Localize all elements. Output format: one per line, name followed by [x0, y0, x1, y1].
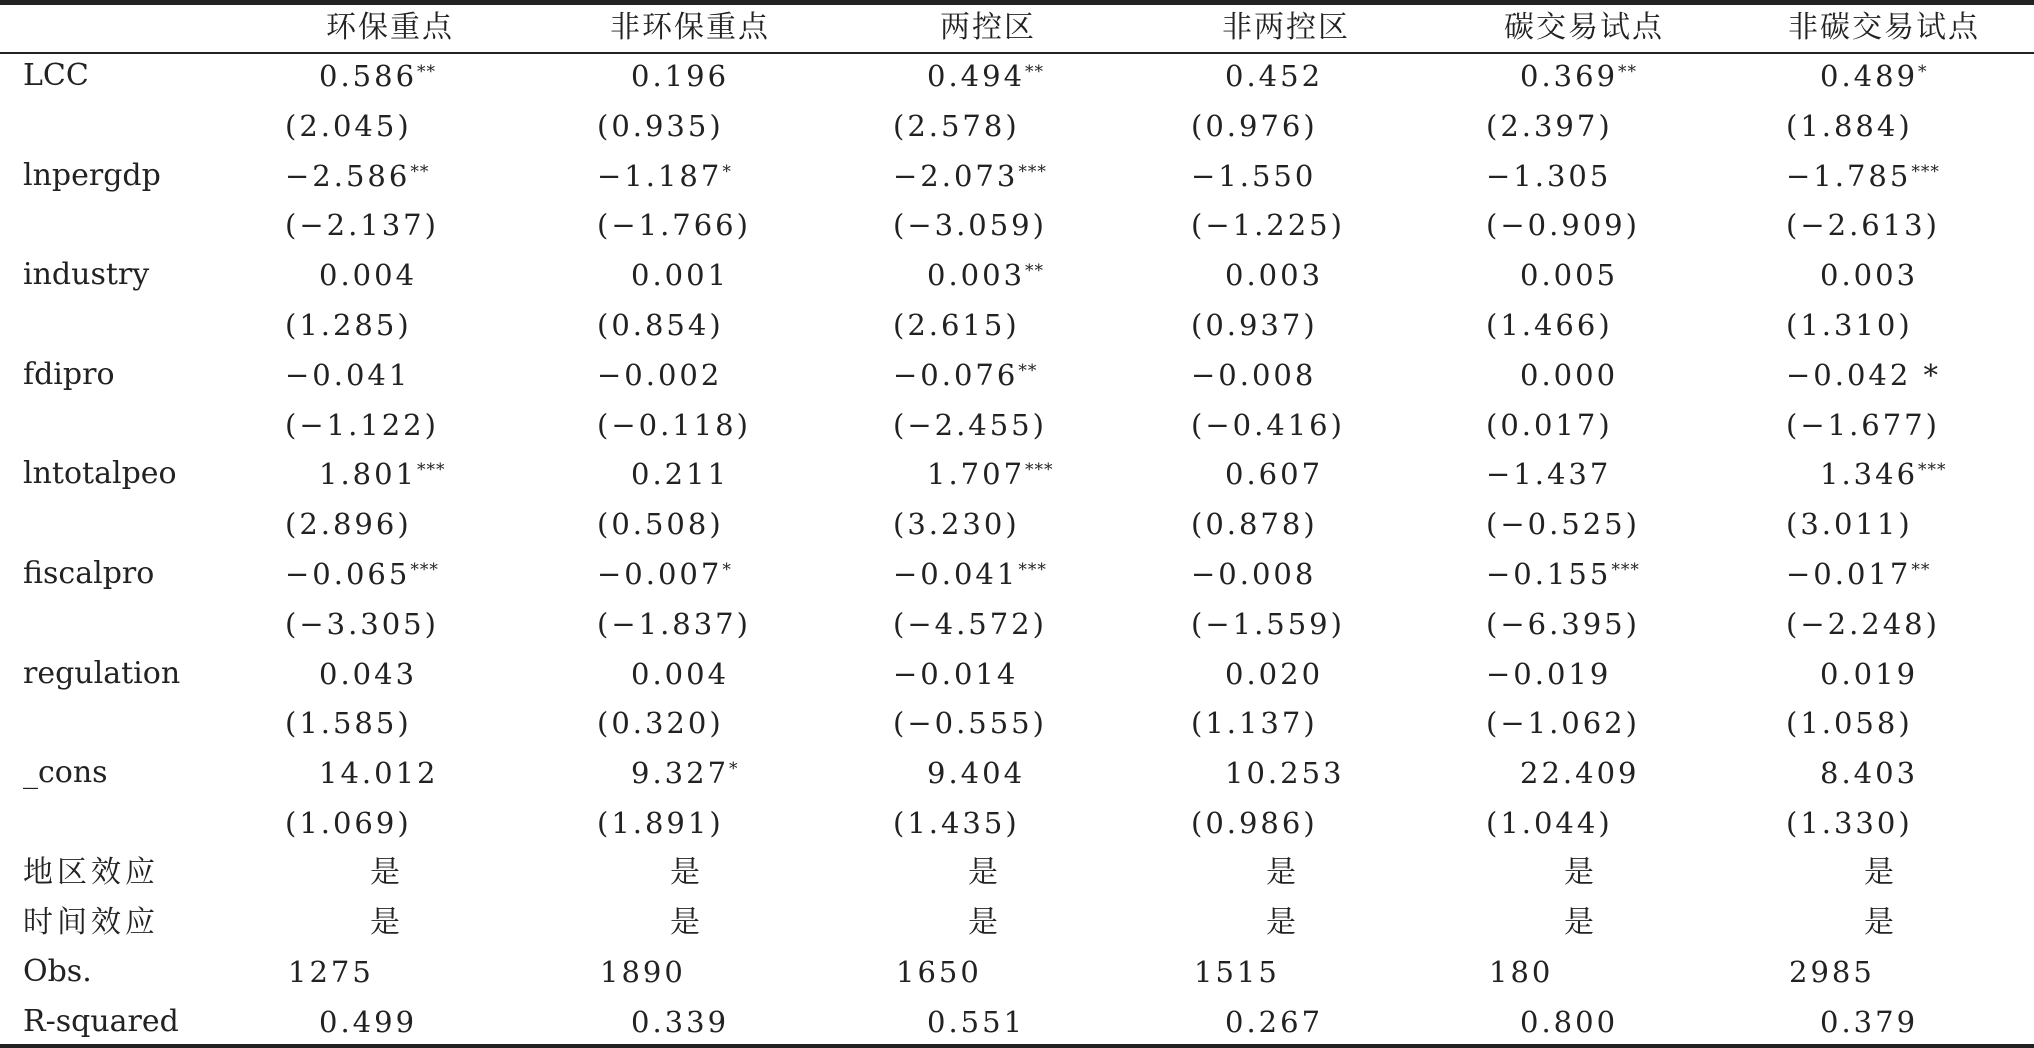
significance-stars: *** — [1611, 560, 1640, 580]
coefficient-cell — [893, 554, 1047, 594]
coefficient-value: −1.437 — [1486, 457, 1612, 492]
region-effect-cell: 是 — [1564, 854, 1594, 890]
significance-stars: * — [722, 161, 732, 182]
significance-stars: *** — [1918, 460, 1947, 481]
coefficient-cell — [1225, 654, 1323, 694]
t-stat-cell: (0.320) — [597, 706, 724, 741]
coefficient-cell — [1520, 355, 1618, 395]
r-squared-cell: 0.800 — [1520, 1005, 1619, 1040]
coefficient-value: 1.801 — [319, 457, 418, 492]
time-effect-cell: 是 — [1564, 904, 1594, 940]
coefficient-value: −0.014 — [893, 656, 1019, 691]
t-stat-cell: (0.854) — [597, 308, 724, 342]
significance-stars: *** — [1025, 460, 1054, 481]
coefficient-value: −1.550 — [1191, 158, 1317, 193]
t-stat-cell: (1.137) — [1191, 706, 1318, 741]
coefficient-value: 1.346 — [1820, 457, 1919, 492]
row-label: fiscalpro — [23, 556, 155, 591]
coefficient-cell — [1486, 156, 1611, 196]
time-effect-cell: 是 — [1864, 904, 1894, 940]
t-stat-cell: (−3.059) — [893, 208, 1047, 243]
coefficient-value: 0.586 — [319, 59, 418, 93]
coefficient-cell — [1191, 554, 1316, 594]
r-squared-cell: 0.379 — [1820, 1005, 1919, 1040]
coefficient-cell — [319, 753, 438, 793]
coefficient-value: −0.076 — [893, 357, 1019, 392]
coefficient-cell — [319, 255, 417, 295]
coefficient-cell — [1486, 654, 1611, 694]
coefficient-cell — [1820, 753, 1918, 793]
time-effect-cell: 是 — [1266, 904, 1296, 940]
coefficient-value: 0.004 — [319, 258, 418, 293]
row-label: regulation — [23, 655, 181, 691]
coefficient-value: 14.012 — [319, 756, 439, 791]
t-stat-cell: (0.017) — [1486, 407, 1613, 442]
bottom-rule — [0, 1044, 2034, 1048]
coefficient-value: −0.041 — [893, 557, 1019, 591]
t-stat-cell: (−6.395) — [1486, 606, 1640, 641]
coefficient-value: 0.607 — [1225, 457, 1324, 492]
t-stat-cell: (1.435) — [893, 806, 1020, 840]
coefficient-cell — [893, 654, 1018, 694]
t-stat-cell: (0.937) — [1191, 308, 1318, 342]
r-squared-cell: 0.551 — [927, 1005, 1026, 1040]
coefficient-value: 0.020 — [1225, 656, 1324, 691]
observations-cell: 1275 — [288, 955, 374, 990]
coefficient-value: −0.008 — [1191, 557, 1317, 591]
coefficient-cell — [631, 56, 729, 96]
coefficient-value: 0.004 — [631, 656, 730, 691]
coefficient-value: 0.003 — [927, 258, 1026, 293]
t-stat-cell: (−0.909) — [1486, 208, 1640, 243]
coefficient-value: 9.404 — [927, 756, 1026, 791]
r-squared-label: R-squared — [23, 1004, 179, 1040]
observations-cell: 180 — [1489, 955, 1554, 990]
coefficient-value: 0.369 — [1520, 59, 1619, 93]
coefficient-cell — [927, 454, 1054, 494]
t-stat-cell: (−2.455) — [893, 407, 1047, 442]
t-stat-cell: (1.884) — [1786, 108, 1913, 143]
significance-stars: *** — [1018, 560, 1047, 580]
coefficient-value: 10.253 — [1225, 756, 1345, 791]
region-effect-cell: 是 — [1266, 854, 1296, 890]
coefficient-cell — [1225, 753, 1344, 793]
t-stat-cell: (2.615) — [893, 308, 1020, 342]
column-header: 环保重点 — [326, 10, 454, 45]
significance-stars: *** — [1018, 161, 1047, 182]
column-header: 碳交易试点 — [1504, 10, 1664, 45]
coefficient-value: 0.005 — [1520, 258, 1619, 293]
coefficient-cell — [597, 156, 732, 196]
r-squared-cell: 0.267 — [1225, 1005, 1324, 1040]
t-stat-cell: (−3.305) — [285, 606, 439, 641]
observations-cell: 1515 — [1194, 955, 1280, 990]
coefficient-value: 0.003 — [1225, 258, 1324, 293]
column-header: 两控区 — [940, 10, 1036, 45]
region-effect-cell: 是 — [670, 854, 700, 890]
coefficient-value: −0.008 — [1191, 357, 1317, 392]
coefficient-cell — [285, 355, 410, 395]
coefficient-value: 0.494 — [927, 59, 1026, 93]
coefficient-cell — [1820, 654, 1918, 694]
region-effect-cell: 是 — [1864, 854, 1894, 890]
significance-stars: *** — [417, 460, 446, 481]
coefficient-value: 9.327 — [631, 756, 730, 791]
coefficient-value: 8.403 — [1820, 756, 1919, 791]
row-label: lntotalpeo — [23, 456, 177, 492]
coefficient-cell — [1520, 255, 1618, 295]
column-header: 非两控区 — [1222, 10, 1350, 45]
t-stat-cell: (3.230) — [893, 507, 1020, 542]
t-stat-cell: (1.330) — [1786, 806, 1913, 840]
coefficient-cell — [631, 454, 729, 494]
coefficient-cell — [597, 355, 722, 395]
coefficient-cell — [1786, 355, 1941, 395]
region-effect-cell: 是 — [370, 854, 400, 890]
t-stat-cell: (−1.225) — [1191, 208, 1345, 243]
column-header: 非碳交易试点 — [1788, 10, 1980, 45]
header-rule — [0, 52, 2034, 54]
coefficient-cell — [1786, 554, 1930, 594]
coefficient-cell — [319, 654, 417, 694]
coefficient-cell — [1820, 56, 1928, 96]
t-stat-cell: (0.508) — [597, 507, 724, 542]
coefficient-cell — [1786, 156, 1940, 196]
coefficient-value: −0.017 — [1786, 557, 1912, 591]
significance-stars: ** — [1911, 560, 1931, 580]
coefficient-cell — [285, 554, 439, 594]
significance-stars: ** — [1025, 261, 1045, 282]
t-stat-cell: (1.466) — [1486, 308, 1613, 342]
coefficient-value: 0.211 — [631, 457, 730, 492]
significance-stars: ** — [417, 62, 437, 82]
t-stat-cell: (−1.062) — [1486, 706, 1640, 741]
coefficient-value: −0.065 — [285, 557, 411, 591]
coefficient-cell — [285, 156, 429, 196]
t-stat-cell: (2.045) — [285, 108, 412, 143]
coefficient-value: 0.019 — [1820, 656, 1919, 691]
coefficient-cell — [1520, 56, 1637, 96]
coefficient-cell — [1820, 454, 1947, 494]
coefficient-cell — [1225, 255, 1323, 295]
t-stat-cell: (2.397) — [1486, 108, 1613, 143]
time-effect-cell: 是 — [370, 904, 400, 940]
significance-stars: ** — [1025, 62, 1045, 82]
coefficient-cell — [1520, 753, 1639, 793]
t-stat-cell: (−0.416) — [1191, 407, 1345, 442]
significance-stars: ** — [1618, 62, 1638, 82]
region-effect-label: 地区效应 — [23, 854, 159, 890]
coefficient-cell — [1225, 454, 1323, 494]
column-header: 非环保重点 — [610, 10, 770, 45]
row-label: lnpergdp — [23, 157, 161, 193]
t-stat-cell: (1.285) — [285, 308, 412, 342]
t-stat-cell: (3.011) — [1786, 507, 1913, 542]
top-rule — [0, 0, 2034, 5]
coefficient-cell — [927, 753, 1025, 793]
coefficient-value: −2.073 — [893, 158, 1019, 193]
t-stat-cell: (−0.525) — [1486, 507, 1640, 542]
t-stat-cell: (−1.766) — [597, 208, 751, 243]
t-stat-cell: (1.058) — [1786, 706, 1913, 741]
row-label: _cons — [23, 755, 108, 791]
coefficient-value: −0.002 — [597, 357, 723, 392]
coefficient-value: 1.707 — [927, 457, 1026, 492]
coefficient-value: −2.586 — [285, 158, 411, 193]
t-stat-cell: (2.896) — [285, 507, 412, 542]
coefficient-cell — [631, 654, 729, 694]
coefficient-value: −1.187 — [597, 158, 723, 193]
significance-stars: * — [722, 560, 732, 580]
coefficient-value: 0.489 — [1820, 59, 1919, 93]
coefficient-cell — [1820, 255, 1918, 295]
t-stat-cell: (−1.559) — [1191, 606, 1345, 641]
coefficient-value: 0.001 — [631, 258, 730, 293]
coefficient-value: 0.196 — [631, 59, 730, 93]
coefficient-value: −1.785 — [1786, 158, 1912, 193]
t-stat-cell: (−2.137) — [285, 208, 439, 243]
t-stat-cell: (2.578) — [893, 108, 1020, 143]
t-stat-cell: (−1.677) — [1786, 407, 1940, 442]
coefficient-cell — [927, 56, 1044, 96]
time-effect-label: 时间效应 — [23, 904, 159, 940]
coefficient-cell — [893, 355, 1037, 395]
observations-label: Obs. — [23, 954, 92, 990]
t-stat-cell: (−2.248) — [1786, 606, 1940, 641]
coefficient-cell — [319, 454, 446, 494]
t-stat-cell: (1.044) — [1486, 806, 1613, 840]
coefficient-value: −0.041 — [285, 357, 411, 392]
t-stat-cell: (−1.122) — [285, 407, 439, 442]
observations-cell: 1890 — [600, 955, 686, 990]
coefficient-cell — [1191, 156, 1316, 196]
significance-stars: ** — [1018, 360, 1038, 381]
coefficient-value: −0.019 — [1486, 656, 1612, 691]
coefficient-cell — [597, 554, 732, 594]
row-label: fdipro — [23, 356, 115, 392]
coefficient-cell — [631, 753, 739, 793]
significance-stars: * — [1918, 62, 1928, 82]
coefficient-cell — [1486, 554, 1640, 594]
coefficient-value: 0.043 — [319, 656, 418, 691]
t-stat-cell: (−0.118) — [597, 407, 751, 442]
t-stat-cell: (−1.837) — [597, 606, 751, 641]
r-squared-cell: 0.339 — [631, 1005, 730, 1040]
t-stat-cell: (1.310) — [1786, 308, 1913, 342]
coefficient-cell — [1225, 56, 1323, 96]
significance-stars: ** — [410, 161, 430, 182]
coefficient-cell — [1486, 454, 1611, 494]
coefficient-cell — [893, 156, 1047, 196]
t-stat-cell: (−2.613) — [1786, 208, 1940, 243]
t-stat-cell: (0.976) — [1191, 108, 1318, 143]
time-effect-cell: 是 — [670, 904, 700, 940]
coefficient-value: −0.007 — [597, 557, 723, 591]
t-stat-cell: (0.935) — [597, 108, 724, 143]
observations-cell: 1650 — [896, 955, 982, 990]
t-stat-cell: (0.878) — [1191, 507, 1318, 542]
coefficient-value: −1.305 — [1486, 158, 1612, 193]
coefficient-cell — [631, 255, 729, 295]
coefficient-value: 22.409 — [1520, 756, 1640, 791]
coefficient-cell — [319, 56, 436, 96]
t-stat-cell: (1.891) — [597, 806, 724, 840]
significance-stars: * — [729, 759, 739, 780]
r-squared-cell: 0.499 — [319, 1005, 418, 1040]
row-label: LCC — [23, 58, 89, 93]
coefficient-value: 0.003 — [1820, 258, 1919, 293]
coefficient-value: −0.155 — [1486, 557, 1612, 591]
significance-stars: *** — [410, 560, 439, 580]
coefficient-value: 0.000 — [1520, 357, 1619, 392]
coefficient-value: 0.452 — [1225, 59, 1324, 93]
t-stat-cell: (1.585) — [285, 706, 412, 741]
coefficient-cell — [927, 255, 1044, 295]
coefficient-cell — [1191, 355, 1316, 395]
coefficient-value: −0.042 * — [1786, 357, 1942, 392]
t-stat-cell: (1.069) — [285, 806, 412, 840]
time-effect-cell: 是 — [968, 904, 998, 940]
region-effect-cell: 是 — [968, 854, 998, 890]
t-stat-cell: (0.986) — [1191, 806, 1318, 840]
significance-stars: *** — [1911, 161, 1940, 182]
t-stat-cell: (−4.572) — [893, 606, 1047, 641]
row-label: industry — [23, 257, 150, 293]
observations-cell: 2985 — [1789, 955, 1875, 990]
t-stat-cell: (−0.555) — [893, 706, 1047, 741]
